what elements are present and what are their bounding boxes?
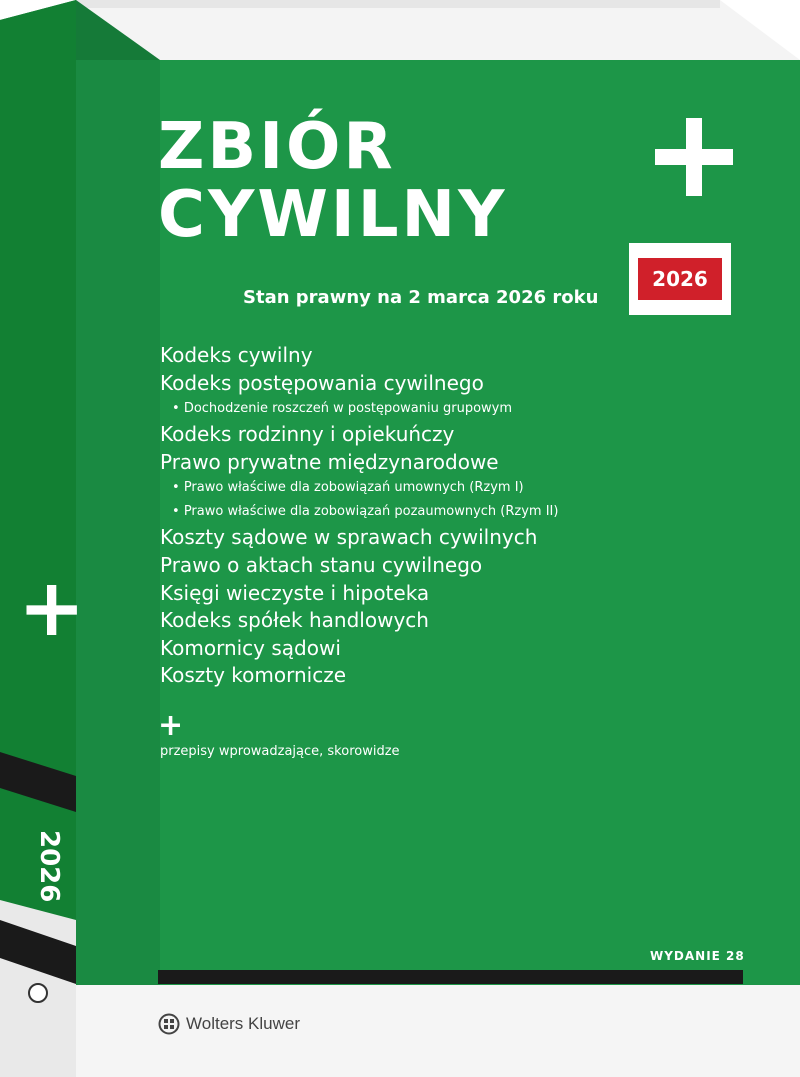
contents-item: Kodeks cywilny: [160, 343, 313, 367]
contents-item: Komornicy sądowi: [160, 635, 341, 660]
contents-item: Prawo o aktach stanu cywilnego: [160, 552, 483, 577]
contents-item: Księgi wieczyste i hipoteka: [160, 580, 430, 605]
contents-item: Koszty sądowe w sprawach cywilnych: [160, 525, 538, 550]
publisher: [158, 1013, 300, 1035]
year-badge: [629, 243, 731, 315]
extra-plus-icon: +: [158, 708, 184, 743]
top-pages: [76, 0, 800, 60]
contents-subitem: • Prawo właściwe dla zobowiązań pozaumownych (Rzym II): [160, 500, 630, 524]
contents-item: Kodeks rodzinny i opiekuńczy: [160, 422, 455, 447]
plus-icon: [655, 118, 733, 196]
spine-title: [0, 70, 100, 450]
legal-state: Stan prawny na 2 marca 2026 roku: [243, 287, 599, 308]
edition-label: WYDANIE 28: [650, 949, 745, 963]
spine-plus-icon: +: [7, 576, 101, 644]
contents-item: Kodeks postępowania cywilnego: [160, 370, 484, 395]
wolters-kluwer-logo-icon: [158, 1013, 180, 1035]
front-black-band: [158, 970, 743, 984]
contents-item: Prawo prywatne międzynarodowe: [160, 449, 499, 474]
contents-subitem: • Dochodzenie roszczeń w postępowaniu grupowym: [160, 397, 630, 421]
cover-title: [158, 110, 508, 252]
year-badge-label: 2026: [638, 258, 722, 300]
extra-text: przepisy wprowadzające, skorowidze: [160, 744, 400, 759]
contents-subitem: • Prawo właściwe dla zobowiązań umownych (Rzym I): [160, 476, 630, 500]
contents-item: Koszty komornicze: [160, 663, 347, 688]
cover-title-line2: CYWILNY: [158, 178, 508, 252]
spine-logo-icon: [28, 983, 48, 1003]
contents-item: Kodeks spółek handlowych: [160, 608, 429, 633]
spine-year: 2026: [34, 830, 64, 903]
publisher-name: Wolters Kluwer: [186, 1014, 300, 1033]
cover-title-line1: ZBIÓR: [158, 110, 396, 184]
contents-list: [160, 342, 630, 690]
